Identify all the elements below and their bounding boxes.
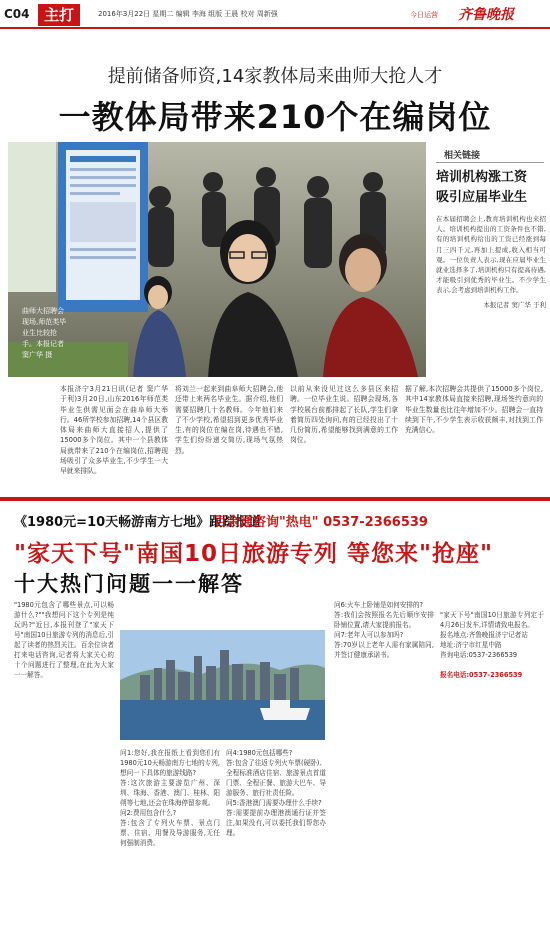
travel-contact-highlight: 报名电话:0537-2366539 bbox=[440, 671, 523, 679]
travel-tag-left: 《1980元=10天畅游南方七地》跟踪报道 bbox=[14, 515, 262, 530]
photo-caption: 曲师大招聘会现场,师范类毕业生比较抢手。本报记者 窦广华 摄 bbox=[22, 307, 67, 359]
top-story-column-3: 以前从来没见过这么多县区来招聘。一位毕业生说。招聘会现场,各学校展台前都排起了长队,学生们拿着简历四处询问,有的已经投出了十几份简历,希望能够找到满意的工作岗位。 bbox=[290, 385, 398, 445]
job-fair-photo-illustration bbox=[8, 142, 426, 377]
sidebar-byline: 本报记者 窦广华 于利 bbox=[483, 300, 546, 309]
page-header bbox=[0, 0, 550, 28]
top-story-headline: 一教体局带来210个在编岗位 bbox=[58, 98, 492, 136]
header-date-label: 今日运营 bbox=[410, 11, 438, 19]
page-number: C04 bbox=[4, 7, 30, 21]
top-story-column-2: 将刘兰一起来到曲阜师大招聘会,他还带上来两名毕业生。据介绍,他们需要招聘几十名教师。今年他们来了不少学校,希望招到更多优秀毕业生,有的岗位在编在岗,待遇也不错,学生们纷纷递交简历,现场气氛热烈。 bbox=[175, 385, 283, 455]
travel-column-3: 问4:1980元包括哪些? 答:包含了往返专列火车票(硬卧)、全程标准酒店住宿、旅游景点首道门票、全程正餐、旅游大巴车、导游服务、旅行社责任险。 问5:香港澳门需要办理什么手续? 答:需要提前办理港澳通行证并签注,如果没有,可以委托我们帮您办理。 bbox=[226, 749, 326, 837]
travel-column-5 bbox=[440, 600, 544, 920]
top-story-subheadline: 提前储备师资,14家教体局来曲师大抢人才 bbox=[107, 66, 443, 87]
top-story-column-1: 本报济宁3月21日讯(记者 窦广华 于利)3月20日,山东2016年师范类毕业生供需见面会在曲阜师大举行。46所学校参加招聘,14个县区教体局来曲师大直接招人,提供了15000多个岗位。其中一个县教体局就带来了210个在编岗位,招聘现场吸引了众多毕业生,不少学生一大早就来排队。 bbox=[60, 385, 168, 476]
travel-column-4: 问6:火车上卧铺是如何安排的? 答:我们会按照报名先后顺序安排卧铺位置,请大家提前报名。 问7:老年人可以参加吗? 答:70岁以上老年人需有家属陪同,并签订健康承诺书。 bbox=[334, 601, 434, 659]
section-divider bbox=[0, 497, 550, 501]
sidebar-tag: 相关链接 bbox=[444, 151, 481, 161]
sidebar-rule bbox=[436, 162, 544, 163]
travel-headline: "家天下号"南国10日旅游专列 等您来"抢座" bbox=[14, 541, 493, 567]
job-fair-photo bbox=[8, 142, 426, 377]
travel-column-2: 问1:您好,我在报纸上看到您们有1980元10天畅游南方七地的专列,想问一下具体的旅游线路? 答:这次旅游主要游览广州、深圳、珠海、香港、澳门、桂林、阳朔等七地,还会在珠海停留参观。 问2:费用包含什么? 答:包含了专列火车票、景点门票、住宿、用餐及导游服务,无任何强制消费。 bbox=[120, 749, 220, 847]
sidebar-title: 培训机构涨工资 吸引应届毕业生 bbox=[436, 170, 528, 205]
header-meta: 2016年3月22日 星期二 编辑 李海 组版 王晨 校对 周新强 bbox=[98, 10, 278, 18]
travel-tag-right: 百余通咨询"热电" 0537-2366539 bbox=[214, 515, 428, 530]
header-rule bbox=[0, 27, 550, 29]
sidebar-body-text: 在本届招聘会上,教育培训机构也来招人。培训机构提出的工资条件也不错,有的培训机构给出的工资已经涨到每月三四千元,再加上提成,收入相当可观。一位负责人表示,现在应届毕业生就业选择多了,培训机构只有提高待遇,才能吸引到优秀的毕业生。不少学生表示,会考虑到培训机构工作。 bbox=[436, 215, 546, 295]
section-label: 主打 bbox=[38, 4, 80, 26]
travel-column-1: "1980元包含了哪些景点,可以畅游什么?""我想问下这个专列是纯玩吗?"近日,本报刊登了"家天下号"南国10日旅游专列的消息后,引起了读者的热烈关注。百余位读者打来电话咨询,记者将大家关心的十个问题进行了整理,在此为大家一一解答。 bbox=[14, 601, 114, 679]
sidebar-body bbox=[436, 214, 546, 310]
travel-subheadline: 十大热门问题一一解答 bbox=[14, 572, 244, 596]
top-story-column-4: 据了解,本次招聘会共提供了15000多个岗位,其中14家教体局直接来招聘,现场签约意向的毕业生数量也比往年增加不少。招聘会一直持续到下午,不少学生表示收获颇丰,对找到工作充满信心。 bbox=[405, 385, 543, 435]
city-skyline-illustration bbox=[120, 630, 325, 740]
newspaper-logo: 齐鲁晚报 bbox=[458, 7, 514, 23]
travel-column-5-text: "家天下号"南国10日旅游专列定于4月26日发车,详情请致电报名。 报名地点:齐鲁晚报济宁记者站 地址:济宁市红星中路 咨询电话:0537-2366539 bbox=[440, 611, 544, 659]
city-skyline-photo bbox=[120, 630, 325, 740]
